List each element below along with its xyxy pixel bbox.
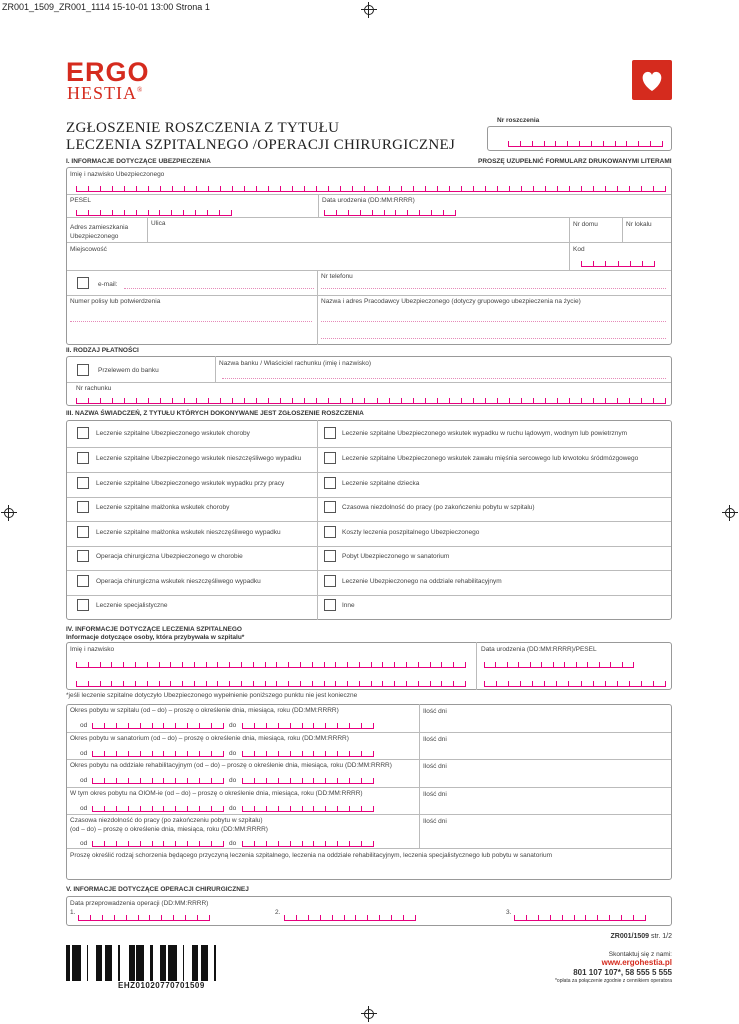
row-divider — [67, 447, 317, 448]
section4-footnote: *jeśli leczenie szpitalne dotyczyło Ubezpieczonego wypełnienie poniższego punktu nie jest konieczne — [66, 692, 358, 699]
email-checkbox[interactable] — [77, 277, 89, 289]
from-label: od — [80, 722, 88, 729]
barcode-bar — [192, 945, 195, 981]
address-label: Adres zamieszkania Ubezpieczonego — [70, 224, 129, 240]
to-label: do — [229, 750, 237, 757]
row-divider — [318, 546, 671, 547]
benefit-label: Inne — [342, 602, 355, 609]
benefit-checkbox[interactable] — [324, 526, 336, 538]
dob-field[interactable] — [324, 210, 456, 216]
barcode-bar — [66, 945, 69, 981]
patient-name-label: Imię i nazwisko — [70, 646, 115, 653]
benefit-label: Leczenie szpitalne dziecka — [342, 480, 420, 487]
crop-mark-icon — [722, 505, 738, 521]
from-label: od — [80, 777, 88, 784]
surgery-no-3: 3. — [506, 909, 512, 916]
barcode-bar — [106, 945, 108, 981]
benefit-label: Leczenie szpitalne małżonka wskutek choroby — [96, 504, 230, 511]
logo-ergo: ERGO — [66, 57, 150, 87]
barcode-bar — [142, 945, 144, 981]
phone-field[interactable] — [321, 288, 666, 289]
logo-hestia: HESTIA® — [67, 83, 144, 103]
section3-box — [66, 420, 672, 620]
benefit-label: Leczenie specjalistyczne — [96, 602, 168, 609]
row-divider — [318, 497, 671, 498]
section5-heading: V. INFORMACJE DOTYCZĄCE OPERACJI CHIRURGICZNEJ — [66, 886, 249, 893]
barcode-bar — [100, 945, 102, 981]
insured-name-label: Imię i nazwisko Ubezpieczonego — [70, 171, 165, 178]
row-divider — [67, 521, 317, 522]
from-label: od — [80, 805, 88, 812]
benefit-label: Operacja chirurgiczna wskutek nieszczęśliwego wypadku — [96, 578, 261, 585]
period-label: W tym okres pobytu na OIOM-ie (od – do) – proszę o określenie dnia, miesiąca, roku (DD:MM:RRRR) — [70, 790, 363, 797]
benefit-checkbox[interactable] — [77, 599, 89, 611]
benefit-label: Leczenie szpitalne Ubezpieczonego wskutek nieszczęśliwego wypadku — [96, 455, 302, 462]
barcode-bar — [76, 945, 78, 981]
benefit-checkbox[interactable] — [324, 575, 336, 587]
period-label: Okres pobytu w sanatorium (od – do) – proszę o określenie dnia, miesiąca, roku (DD:MM:RRRR) — [70, 735, 349, 742]
heart-logo-icon — [632, 60, 672, 100]
to-label: do — [229, 777, 237, 784]
benefit-checkbox[interactable] — [324, 501, 336, 513]
insured-name-field[interactable] — [76, 186, 666, 192]
barcode-bar — [96, 945, 99, 981]
surgery-date-label: Data przeprowadzenia operacji (DD:MM:RRRR) — [70, 900, 209, 907]
row-divider — [67, 814, 671, 815]
benefit-label: Operacja chirurgiczna Ubezpieczonego w chorobie — [96, 553, 243, 560]
barcode-bar — [196, 945, 198, 981]
barcode-bar — [75, 945, 76, 981]
patient-dob-label: Data urodzenia (DD:MM:RRRR)/PESEL — [481, 646, 597, 653]
benefit-checkbox[interactable] — [77, 501, 89, 513]
barcode-bar — [141, 945, 142, 981]
barcode-bar — [136, 945, 138, 981]
days-label: Ilość dni — [423, 736, 447, 743]
benefit-label: Leczenie szpitalne Ubezpieczonego wskutek zawału mięśnia sercowego lub krwotoku śródmózgowego — [342, 455, 639, 462]
benefit-label: Leczenie Ubezpieczonego na oddziale rehabilitacyjnym — [342, 578, 502, 585]
barcode-bar — [162, 945, 165, 981]
benefit-label: Czasowa niezdolność do pracy (po zakończeniu pobytu w szpitalu) — [342, 504, 535, 511]
row-divider — [67, 787, 671, 788]
patient-dob-field[interactable] — [484, 662, 634, 668]
barcode-bar — [168, 945, 171, 981]
pesel-field[interactable] — [76, 210, 232, 216]
email-field[interactable] — [124, 288, 314, 289]
house-no-label: Nr domu — [573, 221, 598, 228]
barcode-bar — [183, 945, 184, 981]
bank-label: Nazwa banku / Właściciel rachunku (imię i nazwisko) — [219, 360, 372, 367]
barcode-bar — [78, 945, 81, 981]
website-link[interactable]: www.ergohestia.pl — [601, 958, 672, 967]
page-title-line2: LECZENIA SZPITALNEGO /OPERACJI CHIRURGICZNEJ — [66, 137, 456, 153]
surgery-date-2[interactable] — [284, 915, 416, 921]
crop-mark-icon — [361, 1006, 377, 1022]
city-label: Miejscowość — [70, 246, 107, 253]
benefit-checkbox[interactable] — [324, 550, 336, 562]
employer-field-line1[interactable] — [321, 321, 666, 322]
benefit-checkbox[interactable] — [77, 550, 89, 562]
claim-no-label: Nr roszczenia — [497, 117, 540, 124]
period-label: Okres pobytu na oddziale rehabilitacyjnym (od – do) – proszę o określenie dnia, miesiąca, roku (DD:MM:RRRR) — [70, 762, 392, 769]
barcode-bar — [132, 945, 135, 981]
from-label: od — [80, 750, 88, 757]
barcode-bar — [108, 945, 111, 981]
benefit-checkbox[interactable] — [77, 477, 89, 489]
barcode-bar — [174, 945, 177, 981]
comb-guide — [508, 141, 663, 147]
barcode-bar — [99, 945, 100, 981]
bank-field[interactable] — [222, 378, 666, 379]
account-label: Nr rachunku — [76, 385, 112, 392]
barcode-bar — [150, 945, 153, 981]
benefit-label: Leczenie szpitalne Ubezpieczonego wskutek choroby — [96, 430, 250, 437]
patient-name-field-line1[interactable] — [76, 662, 466, 668]
row-divider — [67, 595, 317, 596]
row-divider — [67, 732, 671, 733]
benefit-checkbox[interactable] — [77, 452, 89, 464]
patient-name-field-line2[interactable] — [76, 681, 466, 687]
date-from-field[interactable] — [92, 751, 224, 757]
barcode-bar — [129, 945, 130, 981]
date-to-field[interactable] — [242, 841, 374, 847]
barcode-bar — [165, 945, 166, 981]
postcode-field[interactable] — [581, 261, 655, 267]
period-label: Czasowa niezdolność do pracy (po zakończeniu pobytu w szpitalu) — [70, 817, 263, 824]
crop-mark-icon — [361, 2, 377, 18]
print-header: ZR001_1509_ZR001_1114 15-10-01 13:00 Strona 1 — [2, 2, 210, 12]
barcode-bar — [87, 945, 88, 981]
surgery-no-2: 2. — [275, 909, 281, 916]
date-to-field[interactable] — [242, 723, 374, 729]
row-divider — [318, 447, 671, 448]
barcode-icon — [66, 945, 218, 981]
barcode-bar — [202, 945, 204, 981]
barcode-bar — [160, 945, 162, 981]
date-to-field[interactable] — [242, 806, 374, 812]
to-label: do — [229, 840, 237, 847]
barcode-bar — [172, 945, 174, 981]
row-divider — [67, 497, 317, 498]
claim-no-field[interactable] — [487, 126, 672, 151]
call-fee-note: *opłata za połączenie zgodnie z cennikiem operatora — [554, 978, 672, 984]
street-label: Ulica — [151, 220, 166, 227]
barcode-bar — [130, 945, 132, 981]
barcode-bar — [171, 945, 172, 981]
barcode-bar — [69, 945, 70, 981]
barcode-bar — [201, 945, 202, 981]
barcode-bar — [72, 945, 75, 981]
page-title-line1: ZGŁOSZENIE ROSZCZENIA Z TYTUŁU — [66, 120, 340, 136]
phone-numbers: 801 107 107*, 58 555 5 555 — [573, 968, 672, 977]
policy-field[interactable] — [70, 321, 312, 322]
transfer-checkbox[interactable] — [77, 364, 89, 376]
benefit-checkbox[interactable] — [324, 477, 336, 489]
barcode-bar — [111, 945, 112, 981]
section3-heading: III. NAZWA ŚWIADCZEŃ, Z TYTUŁU KTÓRYCH DOKONYWANE JEST ZGŁOSZENIE ROSZCZENIA — [66, 410, 364, 417]
form-code: ZR001/1509 str. 1/2 — [610, 933, 672, 940]
barcode-bar — [118, 945, 120, 981]
days-label: Ilość dni — [423, 818, 447, 825]
patient-pesel-field[interactable] — [484, 681, 666, 687]
barcode-bar — [214, 945, 216, 981]
transfer-label: Przelewem do banku — [98, 367, 159, 374]
barcode-bar — [207, 945, 208, 981]
account-field[interactable] — [76, 398, 666, 404]
benefit-checkbox[interactable] — [77, 427, 89, 439]
barcode-number: EHZ01020770701509 — [118, 981, 205, 990]
row-divider — [67, 472, 317, 473]
days-label: Ilość dni — [423, 763, 447, 770]
date-from-field[interactable] — [92, 778, 224, 784]
employer-label: Nazwa i adres Pracodawcy Ubezpieczonego (dotyczy grupowego ubezpieczenia na życie) — [321, 298, 581, 305]
to-label: do — [229, 805, 237, 812]
pesel-label: PESEL — [70, 197, 91, 204]
benefit-checkbox[interactable] — [77, 575, 89, 587]
days-label: Ilość dni — [423, 708, 447, 715]
benefit-label: Koszty leczenia poszpitalnego Ubezpieczonego — [342, 529, 480, 536]
section4-heading: IV. INFORMACJE DOTYCZĄCE LECZENIA SZPITALNEGO — [66, 626, 242, 633]
period-label: Okres pobytu w szpitalu (od – do) – proszę o określenie dnia, miesiąca, roku (DD:MM:RRRR) — [70, 707, 339, 714]
to-label: do — [229, 722, 237, 729]
postcode-label: Kod — [573, 246, 585, 253]
benefit-checkbox[interactable] — [324, 427, 336, 439]
benefit-label: Leczenie szpitalne Ubezpieczonego wskutek wypadku w ruchu lądowym, wodnym lub powietrznym — [342, 430, 628, 437]
row-divider — [67, 759, 671, 760]
surgery-date-3[interactable] — [514, 915, 646, 921]
barcode-bar — [204, 945, 207, 981]
row-divider — [67, 570, 317, 571]
section1-heading: I. INFORMACJE DOTYCZĄCE UBEZPIECZENIA — [66, 158, 211, 165]
date-to-field[interactable] — [242, 778, 374, 784]
benefit-label: Pobyt Ubezpieczonego w sanatorium — [342, 553, 450, 560]
print-notice: PROSZĘ UZUPEŁNIĆ FORMULARZ DRUKOWANYMI LITERAMI — [478, 158, 672, 165]
policy-label: Numer polisy lub potwierdzenia — [70, 298, 161, 305]
benefit-checkbox[interactable] — [324, 599, 336, 611]
date-from-field[interactable] — [92, 841, 224, 847]
crop-mark-icon — [1, 505, 17, 521]
date-from-field[interactable] — [92, 723, 224, 729]
dob-label: Data urodzenia (DD:MM:RRRR) — [322, 197, 415, 204]
surgery-no-1: 1. — [70, 909, 76, 916]
date-from-field[interactable] — [92, 806, 224, 812]
phone-label: Nr telefonu — [321, 273, 353, 280]
surgery-date-1[interactable] — [78, 915, 210, 921]
section2-heading: II. RODZAJ PŁATNOŚCI — [66, 347, 139, 354]
section4-subheading: Informacje dotyczące osoby, która przybywała w szpitalu* — [66, 634, 245, 641]
period-label: (od – do) – proszę o określenie dnia, miesiąca, roku (DD:MM:RRRR) — [70, 826, 268, 833]
row-divider — [318, 595, 671, 596]
row-divider — [318, 521, 671, 522]
benefit-checkbox[interactable] — [324, 452, 336, 464]
barcode-bar — [105, 945, 106, 981]
benefit-label: Leczenie szpitalne Ubezpieczonego wskutek wypadku przy pracy — [96, 480, 285, 487]
email-label: e-mail: — [98, 281, 118, 288]
flat-no-label: Nr lokalu — [626, 221, 652, 228]
barcode-bar — [195, 945, 196, 981]
row-divider — [67, 546, 317, 547]
from-label: od — [80, 840, 88, 847]
barcode-bar — [138, 945, 141, 981]
days-label: Ilość dni — [423, 791, 447, 798]
row-divider — [318, 570, 671, 571]
employer-field-line2[interactable] — [321, 338, 666, 339]
benefit-checkbox[interactable] — [77, 526, 89, 538]
row-divider — [318, 472, 671, 473]
contact-label: Skontaktuj się z nami: — [608, 951, 672, 958]
diagnosis-label: Proszę określić rodzaj schorzenia będącego przyczyną leczenia szpitalnego, leczenia na oddziale rehabilitacyjnym, leczenia specjalistycznego lub pobytu w sanatorium — [70, 852, 552, 859]
date-to-field[interactable] — [242, 751, 374, 757]
benefit-label: Leczenie szpitalne małżonka wskutek nieszczęśliwego wypadku — [96, 529, 281, 536]
